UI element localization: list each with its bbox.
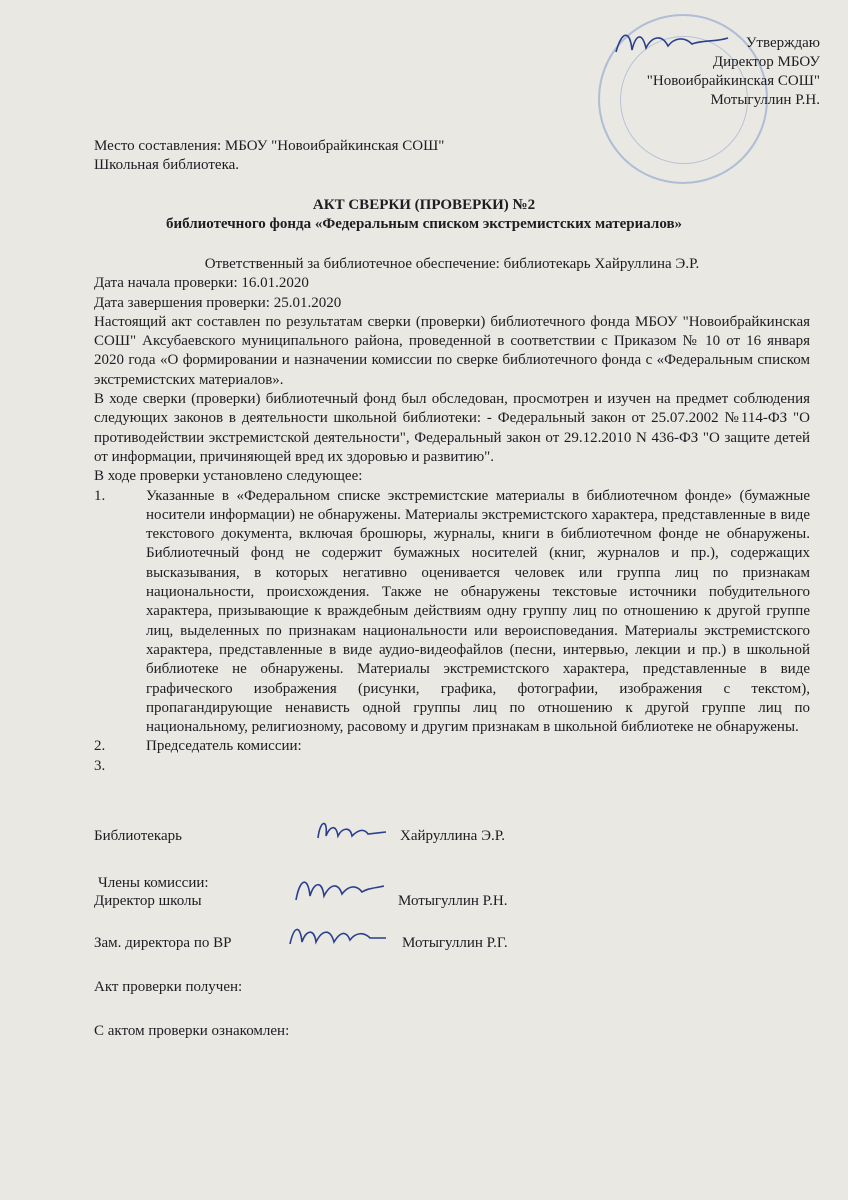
list-item-2-text: Председатель комиссии: [146,738,302,755]
deputy-name: Мотыгуллин Р.Г. [402,935,508,951]
document-body [94,255,810,776]
director-name: Мотыгуллин Р.Н. [398,893,508,909]
librarian-signature [312,814,392,850]
deputy-role: Зам. директора по ВР [94,935,232,951]
list-item-1 [94,487,810,738]
approval-line-2: Директор МБОУ [712,54,820,70]
document-title [0,196,848,234]
list-item-3 [94,757,810,776]
list-item-1-number: 1. [94,487,106,504]
start-date: Дата начала проверки: 16.01.2020 [94,275,309,292]
responsible-line: Ответственный за библиотечное обеспечение: библиотекарь Хайруллина Э.Р. [204,256,700,272]
approval-line-3: "Новоибрайкинская СОШ" [646,73,820,89]
place-line-2: Школьная библиотека. [94,157,240,173]
approval-line-4: Мотыгуллин Р.Н. [710,92,820,108]
director-role: Директор школы [94,893,202,909]
members-label: Члены комиссии: [98,875,209,891]
place-block [94,137,444,175]
deputy-signature [286,918,390,954]
title-line-1: АКТ СВЕРКИ (ПРОВЕРКИ) №2 [312,197,536,213]
list-item-2-number: 2. [94,738,106,755]
acquainted-line: С актом проверки ознакомлен: [94,1023,290,1039]
librarian-name: Хайруллина Э.Р. [400,828,505,844]
received-line: Акт проверки получен: [94,979,243,995]
paragraph-2: В ходе сверки (проверки) библиотечный фонд был обследован, просмотрен и изучен на предмет соблюдения следующих законов в деятельности школьной библиотеки: - Федеральный закон от 25.07.2002 №114-ФЗ "О противодействии экстремистской деятельности", Федеральный закон от 29.12.2010 N 436-ФЗ "О защите детей от информации, причиняющей вред их здоровью и развитию". [94,391,810,465]
end-date: Дата завершения проверки: 25.01.2020 [94,294,342,311]
list-item-2 [94,737,810,756]
paragraph-1: Настоящий акт составлен по результатам сверки (проверки) библиотечного фонда МБОУ "Новоибрайкинская СОШ" Аксубаевского муниципального района, проведенной в соответствии с Приказом № 10 от 16 января 2020 года «О формировании и назначении комиссии по сверке библиотечного фонда с «Федеральным списком экстремистских материалов». [94,313,810,388]
list-item-3-number: 3. [94,757,106,774]
approval-block [647,34,820,110]
place-line-1: Место составления: МБОУ "Новоибрайкинская СОШ" [94,138,445,154]
director-signature [292,870,388,910]
paragraph-3: В ходе проверки установлено следующее: [94,468,363,485]
list-item-1-text: Указанные в «Федеральном списке экстремистские материалы в библиотечном фонде» (бумажные носители информации) не обнаружены. Материалы экстремистского характера, представленные в виде текстового документа, включая брошюры, журналы, книги в библиотечном фонде не обнаружены. Библиотечный фонд не содержит бумажных носителей (книг, журналов и пр.), содержащих высказывания, в которых негативно оценивается человек или группа лиц по признакам национальности, происхождения. Также не обнаружены текстовые источники побудительного характера, призывающие к враждебным действиям одну группу лиц по отношению к другой группе лиц, выделенных по признакам национальности или вероисповедания. Материалы экстремистского характера, представленные в виде аудио-видеофайлов (песни, интервью, лекции и пр.) в школьной библиотеке не обнаружены. Материалы экстремистского характера, представленные в виде графического изображения (рисунки, графика, фотографии, изображения с текстом), пропагандирующие ненависть одной группы лиц по отношению к другой группе лиц по национальному, религиозному, расовому и другим признакам в школьной библиотеке не обнаружены. [146,487,810,736]
approval-line-1: Утверждаю [745,35,820,51]
title-line-2: библиотечного фонда «Федеральным списком экстремистских материалов» [165,216,683,232]
librarian-role: Библиотекарь [94,828,182,844]
